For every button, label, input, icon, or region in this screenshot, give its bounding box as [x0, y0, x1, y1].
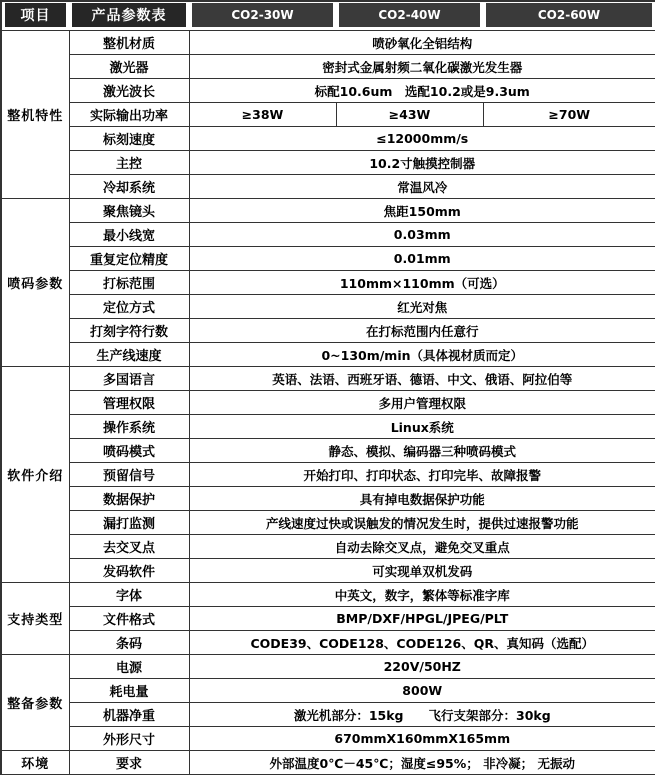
table-row	[1, 79, 655, 103]
table-row	[1, 343, 655, 367]
value-cell: 外部温度0℃－45℃；湿度≤95%； 非冷凝； 无振动	[189, 751, 655, 775]
table-row	[1, 199, 655, 223]
param-cell: 管理权限	[69, 391, 189, 415]
value-cell: 焦距150mm	[189, 199, 655, 223]
value-cell: 670mmX160mmX165mm	[189, 727, 655, 751]
header-model-label: CO2-30W	[192, 3, 333, 27]
value-cell: BMP/DXF/HPGL/JPEG/PLT	[189, 607, 655, 631]
value-cell: 0.01mm	[189, 247, 655, 271]
table-row	[1, 151, 655, 175]
table-row	[1, 175, 655, 199]
param-cell: 操作系统	[69, 415, 189, 439]
table-row	[1, 415, 655, 439]
value-cell: ≥38W	[189, 103, 336, 127]
value-cell: 常温风冷	[189, 175, 655, 199]
param-cell: 重复定位精度	[69, 247, 189, 271]
param-cell: 主控	[69, 151, 189, 175]
param-cell: 发码软件	[69, 559, 189, 583]
category-cell: 支持类型	[1, 583, 69, 655]
value-cell: 10.2寸触摸控制器	[189, 151, 655, 175]
table-row	[1, 319, 655, 343]
param-cell: 机器净重	[69, 703, 189, 727]
table-row	[1, 391, 655, 415]
value-cell: 静态、模拟、编码器三种喷码模式	[189, 439, 655, 463]
param-cell: 激光波长	[69, 79, 189, 103]
table-row	[1, 487, 655, 511]
table-row	[1, 367, 655, 391]
table-row	[1, 271, 655, 295]
param-cell: 电源	[69, 655, 189, 679]
value-cell: 激光机部分：15kg 飞行支架部分：30kg	[189, 703, 655, 727]
category-cell: 软件介绍	[1, 367, 69, 583]
table-row	[1, 127, 655, 151]
table-row	[1, 535, 655, 559]
header-model-label: CO2-60W	[486, 3, 652, 27]
value-cell: 在打标范围内任意行	[189, 319, 655, 343]
header-param-label: 产品参数表	[72, 3, 186, 27]
param-cell: 漏打监测	[69, 511, 189, 535]
value-cell: ≥43W	[336, 103, 483, 127]
table-row	[1, 655, 655, 679]
value-cell: 自动去除交叉点，避免交叉重点	[189, 535, 655, 559]
table-row	[1, 55, 655, 79]
table-row	[1, 439, 655, 463]
table-row	[1, 511, 655, 535]
header-category-label: 项目	[5, 3, 66, 27]
param-cell: 实际输出功率	[69, 103, 189, 127]
param-cell: 激光器	[69, 55, 189, 79]
param-cell: 去交叉点	[69, 535, 189, 559]
param-cell: 耗电量	[69, 679, 189, 703]
value-cell: Linux系统	[189, 415, 655, 439]
table-row	[1, 223, 655, 247]
header-cell-model-co2-60w	[483, 1, 655, 31]
spec-table-body	[1, 31, 655, 775]
param-cell: 喷码模式	[69, 439, 189, 463]
table-row	[1, 559, 655, 583]
value-cell: 0~130m/min（具体视材质而定）	[189, 343, 655, 367]
value-cell: 密封式金属射频二氧化碳激光发生器	[189, 55, 655, 79]
header-row	[1, 1, 655, 31]
value-cell: 喷砂氧化全铝结构	[189, 31, 655, 55]
param-cell: 文件格式	[69, 607, 189, 631]
table-row	[1, 703, 655, 727]
param-cell: 条码	[69, 631, 189, 655]
param-cell: 聚焦镜头	[69, 199, 189, 223]
param-cell: 字体	[69, 583, 189, 607]
table-row	[1, 751, 655, 775]
param-cell: 要求	[69, 751, 189, 775]
value-cell: 开始打印、打印状态、打印完毕、故障报警	[189, 463, 655, 487]
value-cell: 具有掉电数据保护功能	[189, 487, 655, 511]
value-cell: 220V/50HZ	[189, 655, 655, 679]
table-row	[1, 295, 655, 319]
value-cell: 标配10.6um 选配10.2或是9.3um	[189, 79, 655, 103]
param-cell: 外形尺寸	[69, 727, 189, 751]
value-cell: 多用户管理权限	[189, 391, 655, 415]
table-row	[1, 31, 655, 55]
header-model-label: CO2-40W	[339, 3, 480, 27]
param-cell: 定位方式	[69, 295, 189, 319]
header-cell-model-co2-30w	[189, 1, 336, 31]
value-cell: 0.03mm	[189, 223, 655, 247]
param-cell: 标刻速度	[69, 127, 189, 151]
table-row	[1, 583, 655, 607]
table-row	[1, 727, 655, 751]
param-cell: 多国语言	[69, 367, 189, 391]
table-row	[1, 463, 655, 487]
header-cell-model-co2-40w	[336, 1, 483, 31]
table-row	[1, 247, 655, 271]
param-cell: 生产线速度	[69, 343, 189, 367]
category-cell: 整备参数	[1, 655, 69, 751]
param-cell: 冷却系统	[69, 175, 189, 199]
value-cell: 中英文，数字，繁体等标准字库	[189, 583, 655, 607]
value-cell: 产线速度过快或误触发的情况发生时，提供过速报警功能	[189, 511, 655, 535]
value-cell: ≤12000mm/s	[189, 127, 655, 151]
param-cell: 打刻字符行数	[69, 319, 189, 343]
param-cell: 数据保护	[69, 487, 189, 511]
value-cell: ≥70W	[483, 103, 655, 127]
param-cell: 打标范围	[69, 271, 189, 295]
table-row	[1, 679, 655, 703]
value-cell: 可实现单双机发码	[189, 559, 655, 583]
param-cell: 预留信号	[69, 463, 189, 487]
table-row	[1, 103, 655, 127]
param-cell: 最小线宽	[69, 223, 189, 247]
table-row	[1, 607, 655, 631]
category-cell: 环境	[1, 751, 69, 775]
value-cell: 110mm×110mm（可选）	[189, 271, 655, 295]
header-cell-category	[1, 1, 69, 31]
header-cell-param	[69, 1, 189, 31]
category-cell: 喷码参数	[1, 199, 69, 367]
value-cell: 英语、法语、西班牙语、德语、中文、俄语、阿拉伯等	[189, 367, 655, 391]
value-cell: CODE39、CODE128、CODE126、QR、真知码（选配）	[189, 631, 655, 655]
param-cell: 整机材质	[69, 31, 189, 55]
category-cell: 整机特性	[1, 31, 69, 199]
table-row	[1, 631, 655, 655]
value-cell: 800W	[189, 679, 655, 703]
value-cell: 红光对焦	[189, 295, 655, 319]
